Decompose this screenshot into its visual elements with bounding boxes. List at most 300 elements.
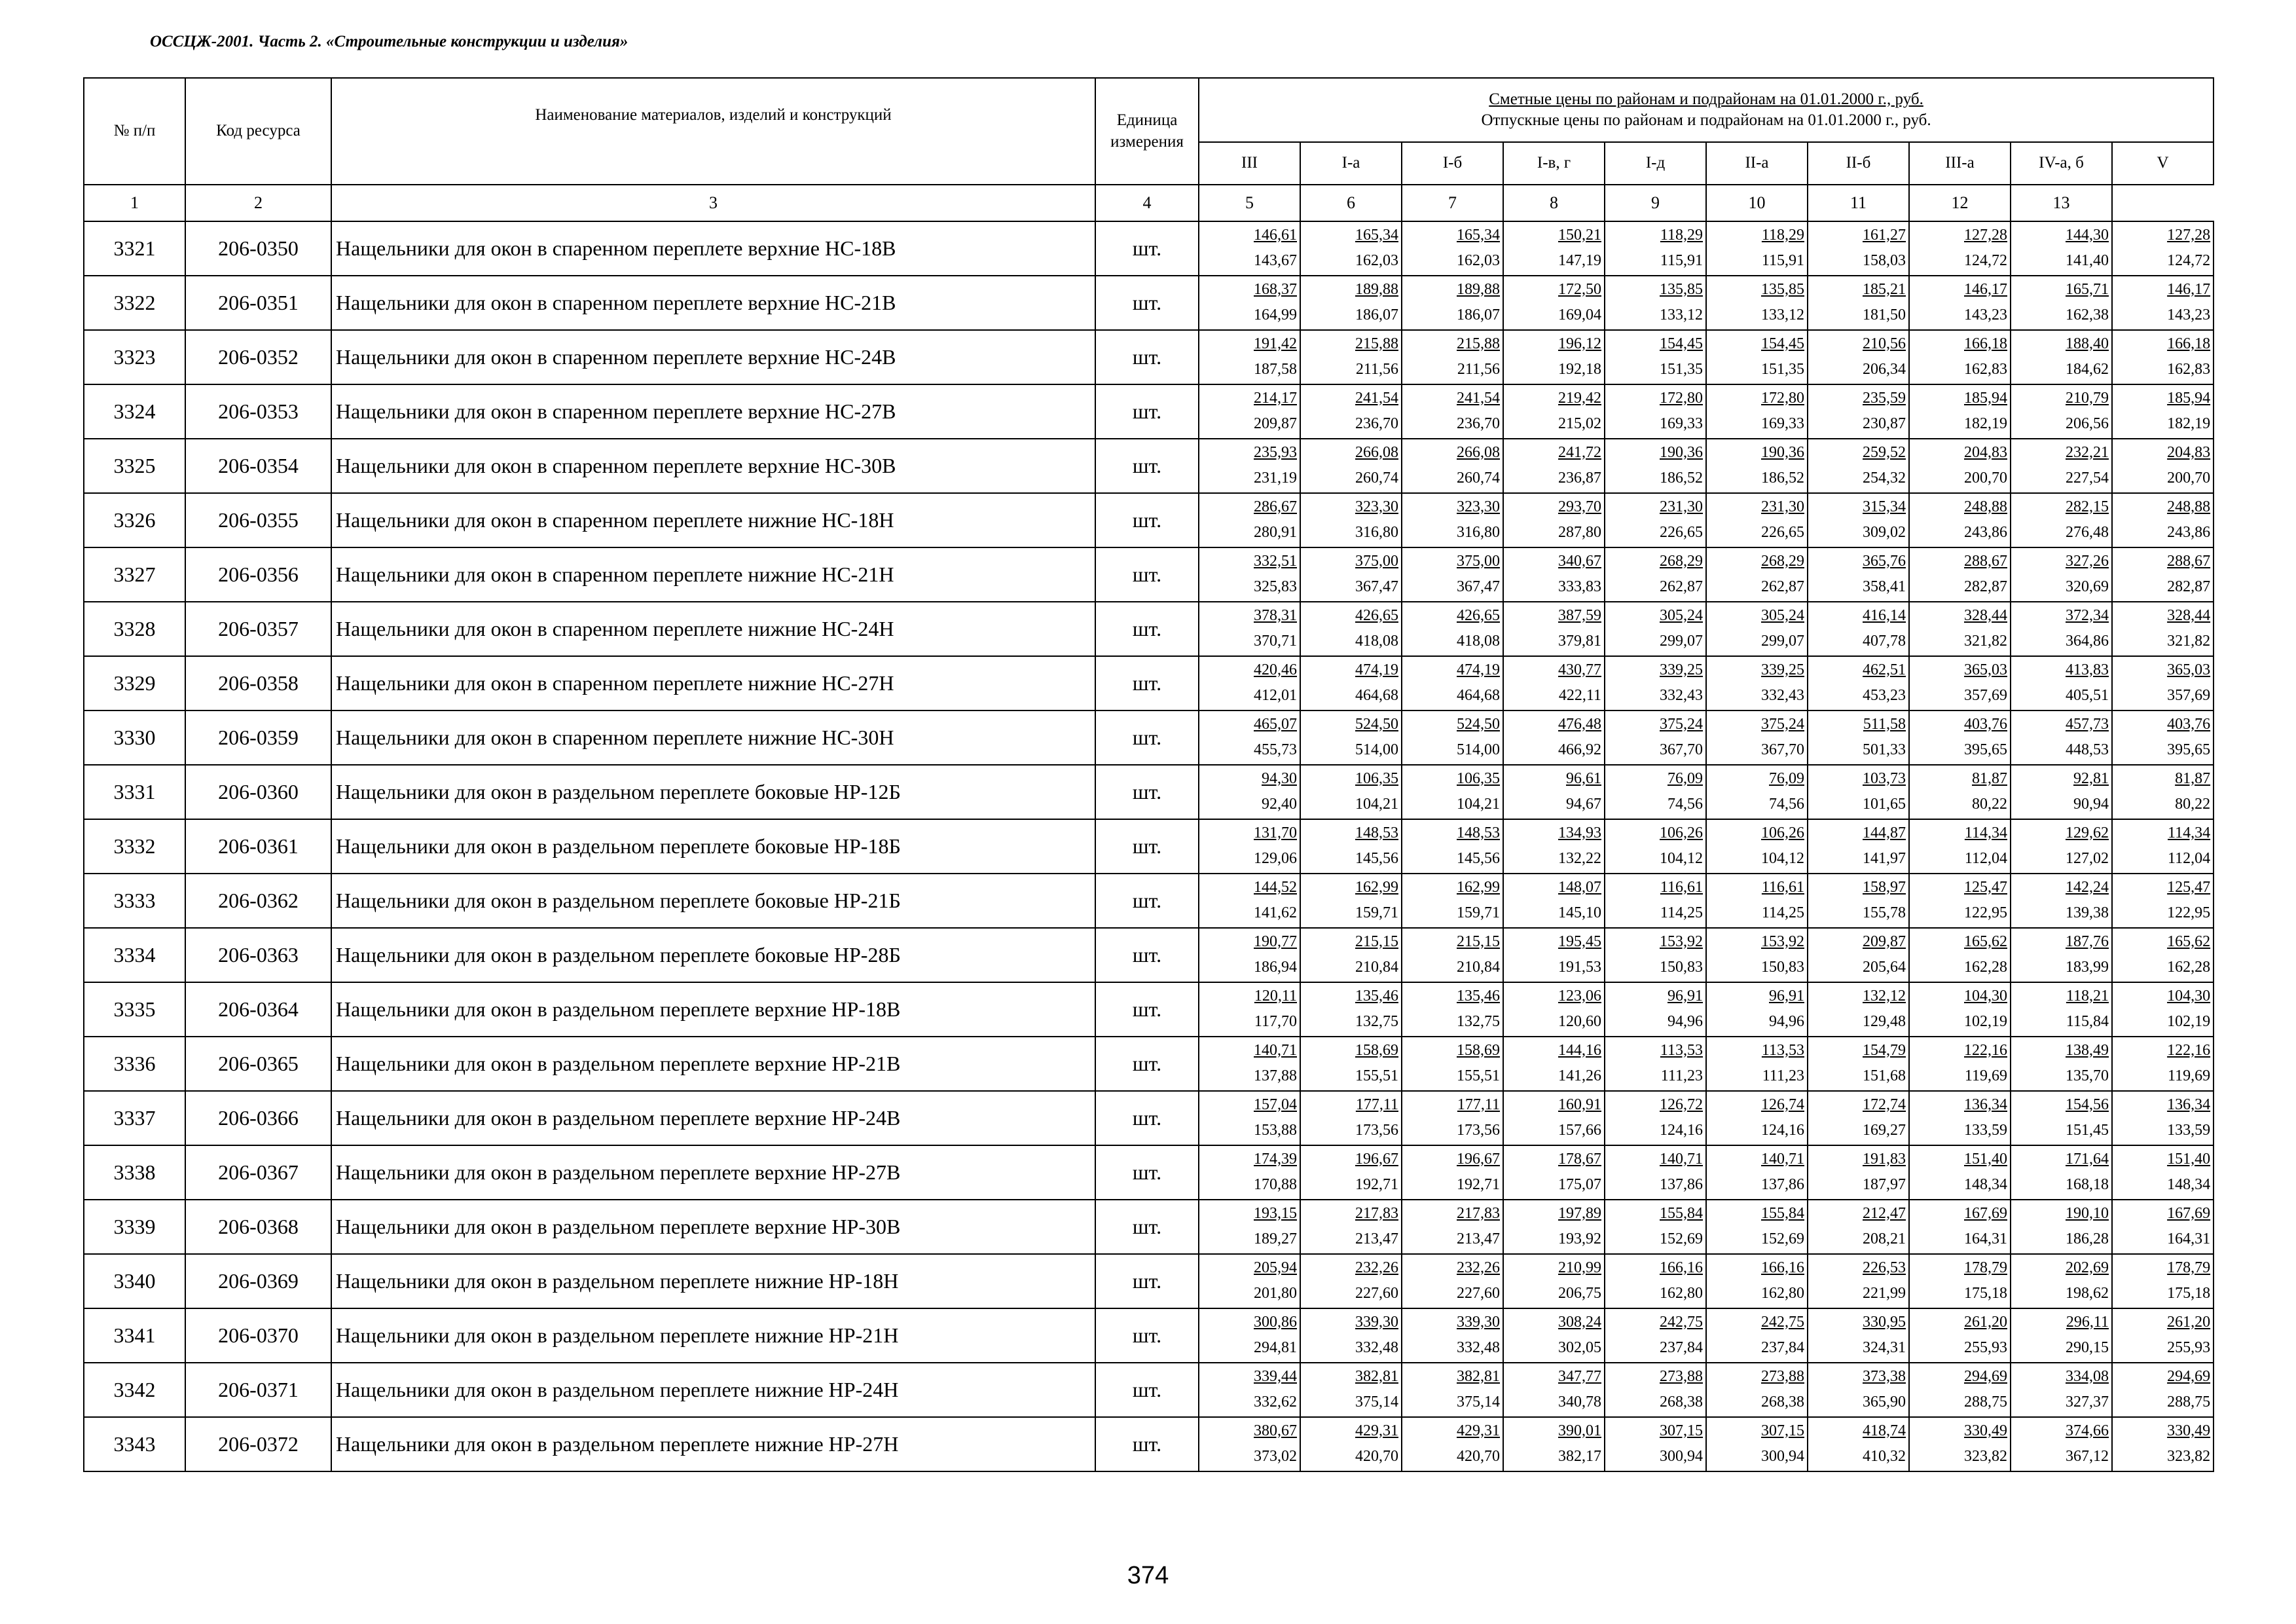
release-price: 143,23 [1964,306,2007,323]
price-cell [1706,493,1808,547]
resource-code: 206-0350 [185,221,331,276]
resource-code: 206-0364 [185,982,331,1037]
estimate-price: 294,69 [2167,1367,2211,1385]
release-price: 466,92 [1558,741,1601,758]
price-cell [1402,874,1503,928]
estimate-price: 146,17 [1964,280,2007,298]
header-prices-release: Отпускные цены по районам и подрайонам на 01.01.2000 г., руб. [1481,111,1931,129]
estimate-price: 81,87 [1972,769,2007,787]
price-cell [1706,1254,1808,1308]
price-cell [2011,1091,2112,1145]
price-cell [1808,765,1909,819]
price-cell [1808,710,1909,765]
release-price: 205,64 [1863,958,1906,976]
release-price: 260,74 [1457,469,1500,487]
release-price: 145,56 [1355,849,1398,867]
estimate-price: 113,53 [1761,1041,1804,1059]
price-cell [1199,1091,1300,1145]
unit: шт. [1095,819,1199,874]
table-row [84,221,2214,276]
row-number: 3337 [84,1091,185,1145]
resource-code: 206-0370 [185,1308,331,1363]
price-cell [2011,1254,2112,1308]
resource-code: 206-0361 [185,819,331,874]
estimate-price: 104,30 [2167,987,2211,1005]
price-cell [2112,221,2214,276]
estimate-price: 113,53 [1660,1041,1703,1059]
release-price: 111,23 [1660,1067,1703,1084]
release-price: 367,70 [1761,741,1804,758]
price-cell [1605,1417,1706,1471]
estimate-price: 122,16 [2167,1041,2211,1059]
price-cell [1402,439,1503,493]
estimate-price: 166,16 [1761,1259,1804,1276]
estimate-price: 212,47 [1863,1204,1906,1222]
price-cell [1300,819,1402,874]
release-price: 143,67 [1254,251,1297,269]
release-price: 254,32 [1863,469,1906,487]
release-price: 268,38 [1660,1393,1703,1411]
price-table [83,77,2214,1472]
release-price: 288,75 [2167,1393,2211,1411]
price-cell [2011,493,2112,547]
estimate-price: 231,30 [1761,498,1804,515]
estimate-price: 328,44 [1964,606,2007,624]
header-region: III-а [1909,142,2011,185]
release-price: 206,75 [1558,1284,1601,1302]
estimate-price: 165,34 [1457,226,1500,244]
release-price: 182,19 [1964,415,2007,432]
row-number: 3338 [84,1145,185,1200]
release-price: 90,94 [2073,795,2109,813]
estimate-price: 172,80 [1761,389,1804,407]
release-price: 332,48 [1457,1338,1500,1356]
price-cell [1808,1200,1909,1254]
estimate-price: 140,71 [1761,1150,1804,1168]
release-price: 211,56 [1355,360,1398,378]
price-cell [1808,221,1909,276]
release-price: 221,99 [1863,1284,1906,1302]
estimate-price: 118,29 [1660,226,1703,244]
release-price: 175,18 [1964,1284,2007,1302]
estimate-price: 210,99 [1558,1259,1601,1276]
release-price: 215,02 [1558,415,1601,432]
price-cell [2112,1363,2214,1417]
release-price: 102,19 [2167,1012,2211,1030]
price-cell [1909,656,2011,710]
release-price: 169,27 [1863,1121,1906,1139]
release-price: 365,90 [1863,1393,1906,1411]
estimate-price: 334,08 [2066,1367,2109,1385]
estimate-price: 166,18 [1964,335,2007,352]
release-price: 104,21 [1457,795,1500,813]
estimate-price: 217,83 [1457,1204,1500,1222]
release-price: 162,03 [1457,251,1500,269]
item-name: Нащельники для окон в раздельном переплете боковые НР-12Б [331,765,1095,819]
header-column-number: 8 [1503,185,1605,221]
estimate-price: 474,19 [1457,661,1500,678]
release-price: 237,84 [1660,1338,1703,1356]
item-name: Нащельники для окон в раздельном переплете боковые НР-21Б [331,874,1095,928]
unit: шт. [1095,765,1199,819]
estimate-price: 106,35 [1355,769,1398,787]
estimate-price: 308,24 [1558,1313,1601,1331]
row-number: 3331 [84,765,185,819]
price-cell [1808,276,1909,330]
unit: шт. [1095,1308,1199,1363]
price-cell [1300,1417,1402,1471]
release-price: 117,70 [1254,1012,1297,1030]
estimate-price: 420,46 [1254,661,1297,678]
price-cell [1402,928,1503,982]
estimate-price: 142,24 [2066,878,2109,896]
release-price: 186,07 [1355,306,1398,323]
row-number: 3328 [84,602,185,656]
estimate-price: 294,69 [1964,1367,2007,1385]
estimate-price: 524,50 [1457,715,1500,733]
price-cell [1808,1091,1909,1145]
estimate-price: 380,67 [1254,1422,1297,1439]
item-name: Нащельники для окон в спаренном переплете верхние НС-27В [331,384,1095,439]
release-price: 152,69 [1660,1230,1703,1247]
estimate-price: 204,83 [2167,443,2211,461]
release-price: 102,19 [1964,1012,2007,1030]
row-number: 3322 [84,276,185,330]
header-code: Код ресурса [185,78,331,185]
release-price: 357,69 [2167,686,2211,704]
release-price: 159,71 [1355,904,1398,921]
estimate-price: 457,73 [2066,715,2109,733]
release-price: 282,87 [1964,578,2007,595]
release-price: 206,34 [1863,360,1906,378]
release-price: 333,83 [1558,578,1601,595]
price-cell [1300,602,1402,656]
release-price: 262,87 [1660,578,1703,595]
price-cell [1503,1145,1605,1200]
header-region: II-б [1808,142,1909,185]
release-price: 201,80 [1254,1284,1297,1302]
unit: шт. [1095,221,1199,276]
unit: шт. [1095,1200,1199,1254]
release-price: 170,88 [1254,1175,1297,1193]
release-price: 213,47 [1355,1230,1398,1247]
release-price: 193,92 [1558,1230,1601,1247]
release-price: 448,53 [2066,741,2109,758]
item-name: Нащельники для окон в раздельном переплете нижние НР-27Н [331,1417,1095,1471]
estimate-price: 339,30 [1355,1313,1398,1331]
estimate-price: 210,56 [1863,335,1906,352]
release-price: 316,80 [1355,523,1398,541]
estimate-price: 323,30 [1457,498,1500,515]
estimate-price: 375,00 [1355,552,1398,570]
price-cell [1300,330,1402,384]
estimate-price: 103,73 [1863,769,1906,787]
release-price: 316,80 [1457,523,1500,541]
price-cell [1706,1200,1808,1254]
table-row [84,602,2214,656]
price-cell [1199,656,1300,710]
price-cell [1605,982,1706,1037]
price-cell [1605,602,1706,656]
price-cell [1706,439,1808,493]
estimate-price: 268,29 [1761,552,1804,570]
price-cell [2011,439,2112,493]
price-cell [1605,384,1706,439]
price-cell [1503,276,1605,330]
estimate-price: 390,01 [1558,1422,1601,1439]
row-number: 3329 [84,656,185,710]
price-cell [1706,928,1808,982]
release-price: 150,83 [1761,958,1804,976]
estimate-price: 114,34 [1964,824,2007,841]
estimate-price: 126,72 [1660,1096,1703,1113]
unit: шт. [1095,384,1199,439]
unit: шт. [1095,710,1199,765]
header-column-number: 6 [1300,185,1402,221]
table-row [84,656,2214,710]
row-number: 3326 [84,493,185,547]
release-price: 112,04 [1964,849,2007,867]
price-cell [1706,982,1808,1037]
table-row [84,928,2214,982]
header-region: IV-а, б [2011,142,2112,185]
release-price: 139,38 [2066,904,2109,921]
price-cell [1199,384,1300,439]
price-cell [1909,928,2011,982]
release-price: 155,51 [1355,1067,1398,1084]
row-number: 3340 [84,1254,185,1308]
table-row [84,547,2214,602]
item-name: Нащельники для окон в спаренном переплете верхние НС-18В [331,221,1095,276]
price-cell [1300,1308,1402,1363]
release-price: 184,62 [2066,360,2109,378]
price-cell [1808,439,1909,493]
price-cell [1300,547,1402,602]
resource-code: 206-0360 [185,765,331,819]
estimate-price: 202,69 [2066,1259,2109,1276]
estimate-price: 231,30 [1660,498,1703,515]
estimate-price: 178,79 [1964,1259,2007,1276]
release-price: 514,00 [1457,741,1500,758]
estimate-price: 288,67 [2167,552,2211,570]
price-cell [1706,1308,1808,1363]
resource-code: 206-0357 [185,602,331,656]
price-cell [1605,928,1706,982]
price-cell [1503,493,1605,547]
release-price: 299,07 [1761,632,1804,650]
price-cell [2011,1037,2112,1091]
price-cell [2011,928,2112,982]
release-price: 453,23 [1863,686,1906,704]
estimate-price: 429,31 [1457,1422,1500,1439]
release-price: 173,56 [1457,1121,1500,1139]
price-cell [1199,1254,1300,1308]
table-row [84,1145,2214,1200]
release-price: 101,65 [1863,795,1906,813]
release-price: 151,35 [1660,360,1703,378]
price-cell [2112,928,2214,982]
release-price: 115,84 [2066,1012,2109,1030]
estimate-price: 403,76 [1964,715,2007,733]
estimate-price: 136,34 [1964,1096,2007,1113]
estimate-price: 197,89 [1558,1204,1601,1222]
release-price: 294,81 [1254,1338,1297,1356]
price-cell [2112,765,2214,819]
price-cell [1605,710,1706,765]
price-cell [1199,874,1300,928]
price-cell [1199,221,1300,276]
estimate-price: 177,11 [1355,1096,1398,1113]
estimate-price: 191,42 [1254,335,1297,352]
price-cell [1909,819,2011,874]
price-cell [1503,330,1605,384]
estimate-price: 307,15 [1761,1422,1804,1439]
price-cell [1808,602,1909,656]
release-price: 332,43 [1660,686,1703,704]
price-cell [1605,276,1706,330]
header-column-number: 9 [1605,185,1706,221]
release-price: 227,60 [1355,1284,1398,1302]
row-number: 3323 [84,330,185,384]
price-cell [1706,221,1808,276]
estimate-price: 296,11 [2066,1313,2109,1331]
estimate-price: 215,15 [1355,932,1398,950]
estimate-price: 158,69 [1457,1041,1500,1059]
estimate-price: 248,88 [1964,498,2007,515]
estimate-price: 106,26 [1660,824,1703,841]
estimate-price: 268,29 [1660,552,1703,570]
estimate-price: 266,08 [1355,443,1398,461]
item-name: Нащельники для окон в раздельном переплете боковые НР-18Б [331,819,1095,874]
release-price: 260,74 [1355,469,1398,487]
release-price: 231,19 [1254,469,1297,487]
resource-code: 206-0367 [185,1145,331,1200]
item-name: Нащельники для окон в спаренном переплете верхние НС-21В [331,276,1095,330]
release-price: 501,33 [1863,741,1906,758]
row-number: 3330 [84,710,185,765]
price-cell [1199,1200,1300,1254]
price-cell [1909,765,2011,819]
estimate-price: 226,53 [1863,1259,1906,1276]
release-price: 119,69 [2168,1067,2211,1084]
price-cell [1300,710,1402,765]
item-name: Нащельники для окон в раздельном переплете верхние НР-27В [331,1145,1095,1200]
release-price: 124,72 [1964,251,2007,269]
estimate-price: 282,15 [2066,498,2109,515]
estimate-price: 185,94 [2167,389,2211,407]
price-cell [1300,1200,1402,1254]
release-price: 104,12 [1660,849,1703,867]
estimate-price: 135,46 [1355,987,1398,1005]
estimate-price: 378,31 [1254,606,1297,624]
unit: шт. [1095,874,1199,928]
release-price: 237,84 [1761,1338,1804,1356]
estimate-price: 293,70 [1558,498,1601,515]
price-cell [1605,439,1706,493]
price-cell [1605,1091,1706,1145]
release-price: 158,03 [1863,251,1906,269]
release-price: 236,70 [1457,415,1500,432]
price-cell [1503,656,1605,710]
price-cell [1402,819,1503,874]
resource-code: 206-0356 [185,547,331,602]
release-price: 255,93 [1964,1338,2007,1356]
release-price: 181,50 [1863,306,1906,323]
price-cell [1503,1254,1605,1308]
release-price: 514,00 [1355,741,1398,758]
release-price: 94,96 [1667,1012,1703,1030]
price-cell [1706,384,1808,439]
estimate-price: 151,40 [2167,1150,2211,1168]
price-cell [1808,1037,1909,1091]
estimate-price: 135,46 [1457,987,1500,1005]
estimate-price: 374,66 [2066,1422,2109,1439]
price-cell [2112,547,2214,602]
price-cell [1503,982,1605,1037]
price-cell [1605,1254,1706,1308]
row-number: 3321 [84,221,185,276]
price-cell [1808,819,1909,874]
release-price: 132,22 [1558,849,1601,867]
price-cell [2112,982,2214,1037]
estimate-price: 144,52 [1254,878,1297,896]
price-cell [1402,276,1503,330]
release-price: 213,47 [1457,1230,1500,1247]
release-price: 145,10 [1558,904,1601,921]
estimate-price: 165,62 [1964,932,2007,950]
item-name: Нащельники для окон в раздельном переплете нижние НР-18Н [331,1254,1095,1308]
estimate-price: 300,86 [1254,1313,1297,1331]
release-price: 299,07 [1660,632,1703,650]
price-cell [1300,874,1402,928]
price-cell [1808,1363,1909,1417]
release-price: 379,81 [1558,632,1601,650]
release-price: 111,23 [1762,1067,1804,1084]
release-price: 370,71 [1254,632,1297,650]
resource-code: 206-0359 [185,710,331,765]
release-price: 206,56 [2066,415,2109,432]
price-cell [1199,765,1300,819]
release-price: 148,34 [2167,1175,2211,1193]
release-price: 120,60 [1558,1012,1601,1030]
unit: шт. [1095,1145,1199,1200]
price-cell [1605,1363,1706,1417]
header-unit: Единица измерения [1095,78,1199,185]
estimate-price: 166,18 [2167,335,2211,352]
release-price: 230,87 [1863,415,1906,432]
release-price: 74,56 [1667,795,1703,813]
price-cell [1199,710,1300,765]
price-cell [2112,1037,2214,1091]
estimate-price: 158,69 [1355,1041,1398,1059]
release-price: 192,71 [1457,1175,1500,1193]
release-price: 137,86 [1660,1175,1703,1193]
price-cell [1909,384,2011,439]
price-cell [2112,1200,2214,1254]
release-price: 133,12 [1660,306,1703,323]
release-price: 227,54 [2066,469,2109,487]
price-cell [1300,1363,1402,1417]
price-cell [1402,330,1503,384]
estimate-price: 172,80 [1660,389,1703,407]
estimate-price: 232,26 [1457,1259,1500,1276]
release-price: 148,34 [1964,1175,2007,1193]
header-prices-estimate: Сметные цены по районам и подрайонам на 01.01.2000 г., руб. [1489,90,1923,108]
estimate-price: 191,83 [1863,1150,1906,1168]
release-price: 323,82 [1964,1447,2007,1465]
item-name: Нащельники для окон в раздельном переплете верхние НР-24В [331,1091,1095,1145]
estimate-price: 125,47 [1964,878,2007,896]
